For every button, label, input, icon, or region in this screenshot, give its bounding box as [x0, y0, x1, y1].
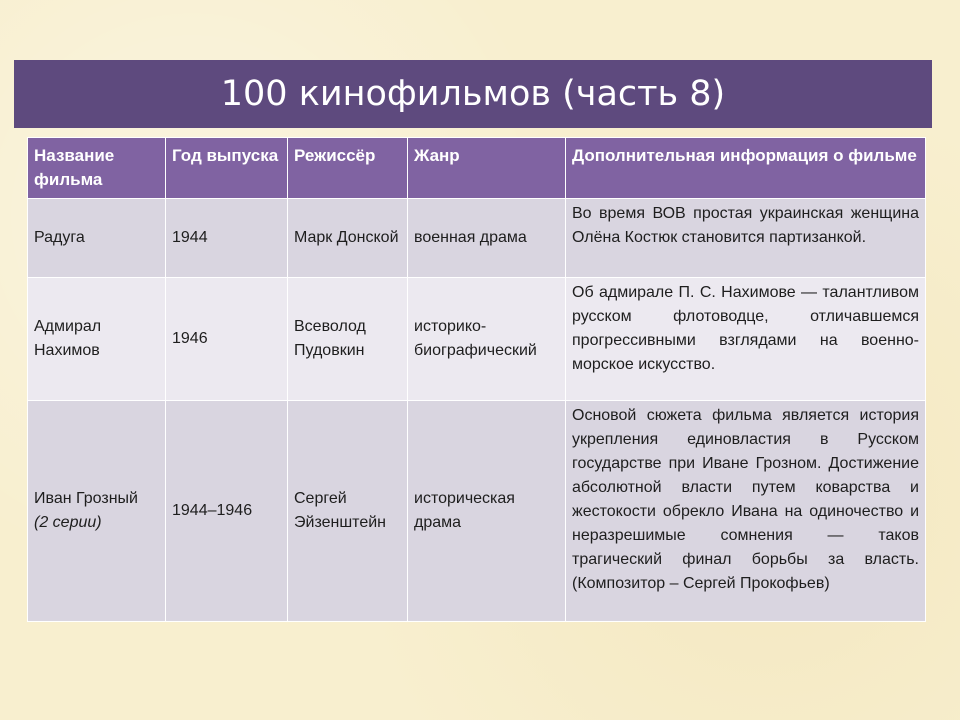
table-header-row: [28, 138, 926, 199]
header-info: Дополнительная информация о фильме: [566, 138, 926, 199]
cell-title: Адмирал Нахимов: [28, 278, 166, 401]
table-row: [28, 401, 926, 622]
cell-director: Сергей Эйзенштейн: [288, 401, 408, 622]
cell-genre: военная драма: [408, 199, 566, 278]
cell-title: Радуга: [28, 199, 166, 278]
table-row: [28, 278, 926, 401]
header-title: Название фильма: [28, 138, 166, 199]
header-genre: Жанр: [408, 138, 566, 199]
cell-genre: историко-биографический: [408, 278, 566, 401]
cell-title: [28, 401, 166, 622]
cell-year: 1946: [166, 278, 288, 401]
cell-director: Марк Донской: [288, 199, 408, 278]
slide-title: 100 кинофильмов (часть 8): [220, 74, 726, 114]
header-director: Режиссёр: [288, 138, 408, 199]
cell-info: Об адмирале П. С. Нахимове — талантливом русском флотоводце, отличавшемся прогрессивными взглядами на военно-морское искусство.: [566, 278, 926, 401]
header-year: Год выпуска: [166, 138, 288, 199]
cell-info: Основой сюжета фильма является история укрепления единовластия в Русском государстве при Иване Грозном. Достижение абсолютной власти путем коварства и жестокости обрекло Ивана на одиночество и неразрешимые сомнения — таков трагический финал борьбы за власть. (Композитор – Сергей Прокофьев): [566, 401, 926, 622]
cell-info: Во время ВОВ простая украинская женщина Олёна Костюк становится партизанкой.: [566, 199, 926, 278]
cell-director: Всеволод Пудовкин: [288, 278, 408, 401]
slide-title-bar: [14, 60, 932, 128]
cell-year: 1944: [166, 199, 288, 278]
cell-genre: историческая драма: [408, 401, 566, 622]
film-title: Иван Грозный: [34, 490, 138, 507]
cell-year: 1944–1946: [166, 401, 288, 622]
table-row: [28, 199, 926, 278]
film-title-note: (2 серии): [34, 514, 102, 531]
films-table: [27, 137, 926, 622]
